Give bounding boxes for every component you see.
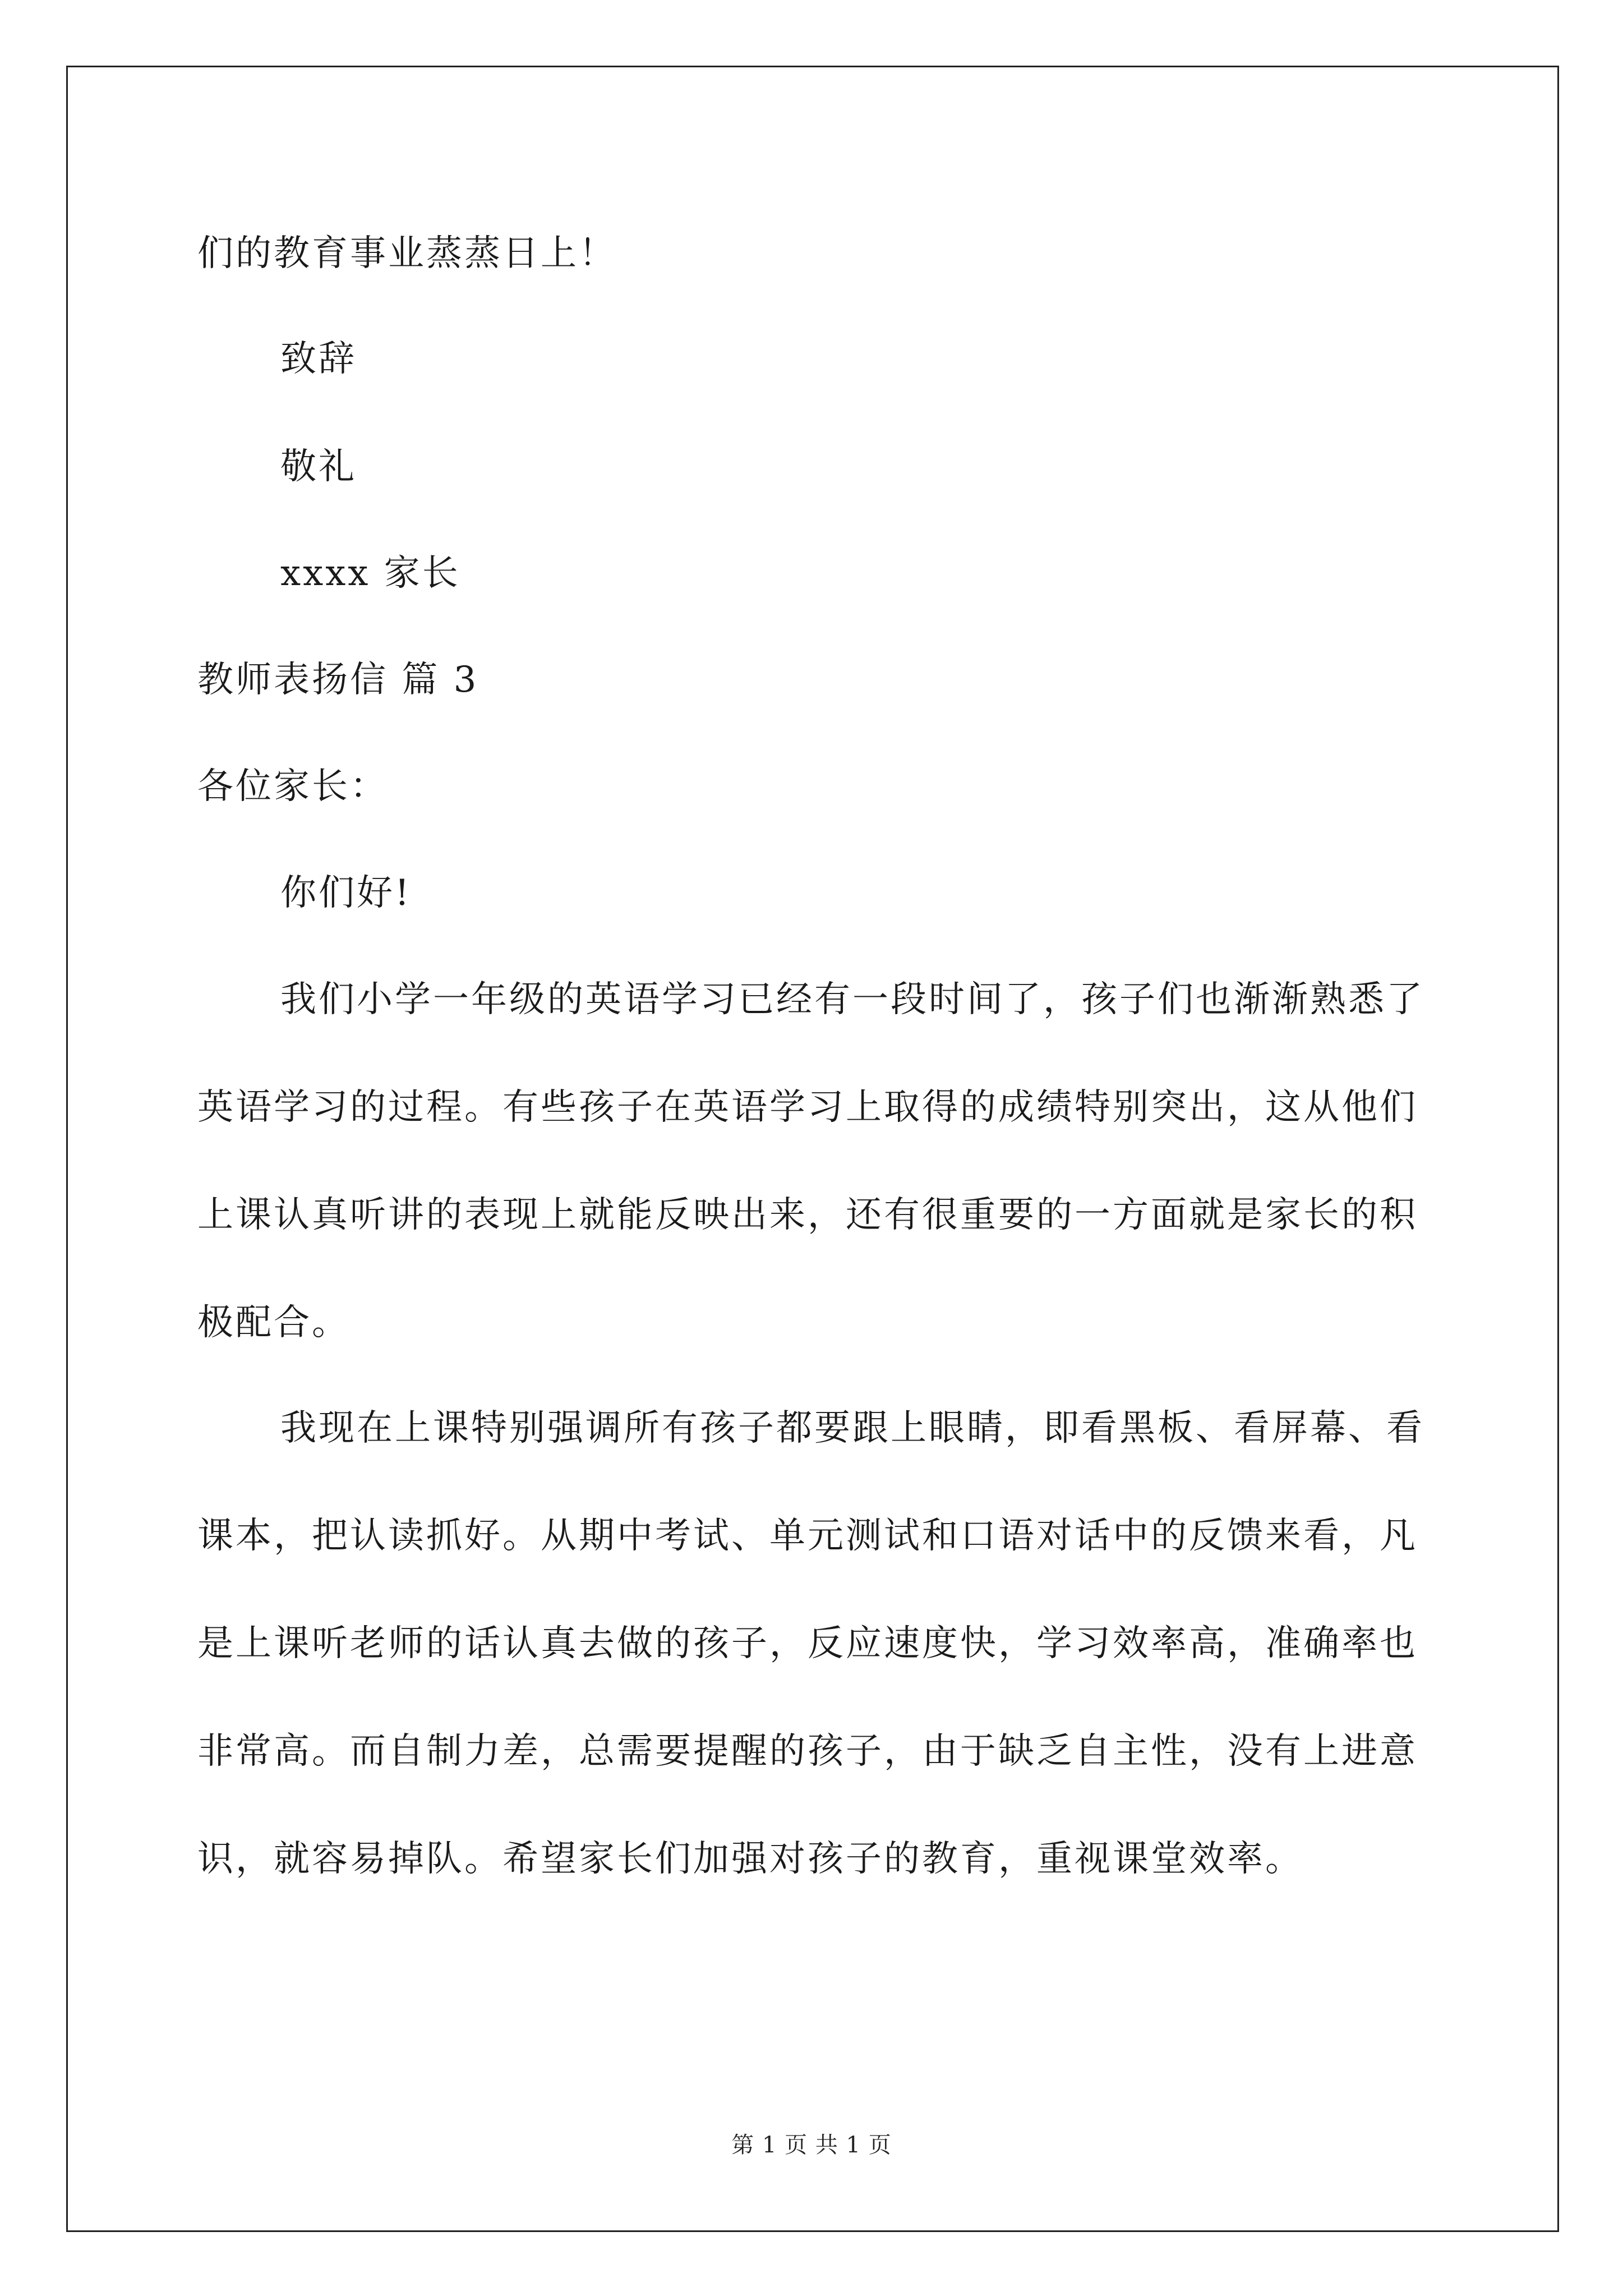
paragraph-2: 我现在上课特别强调所有孩子都要跟上眼睛，即看黑板、看屏幕、看课本，把认读抓好。从期中考试、单元测试和口语对话中的反馈来看，凡是上课听老师的话认真去做的孩子，反应速度快，学习效率高，准确率也非常高。而自制力差，总需要提醒的孩子，由于缺乏自主性，没有上进意识，就容易掉队。希望家长们加强对孩子的教育，重视课堂效率。 [197, 1407, 1424, 1880]
closing-line: 们的教育事业蒸蒸日上！ [197, 233, 617, 274]
greeting-hello: 你们好! [280, 872, 412, 914]
signature-parent: xxxx 家长 [280, 553, 460, 594]
paragraph-1: 我们小学一年级的英语学习已经有一段时间了，孩子们也渐渐熟悉了英语学习的过程。有些孩子在英语学习上取得的成绩特别突出，这从他们上课认真听讲的表现上就能反映出来，还有很重要的一方面就是家长的积极配合。 [197, 979, 1424, 1343]
greeting-parents: 各位家长： [197, 766, 388, 807]
salutation-jingli: 敬礼 [280, 446, 357, 487]
page-footer: 第 1 页 共 1 页 [731, 2132, 892, 2158]
salutation-zhici: 致辞 [280, 338, 357, 380]
section-heading: 教师表扬信 篇 3 [197, 659, 479, 701]
